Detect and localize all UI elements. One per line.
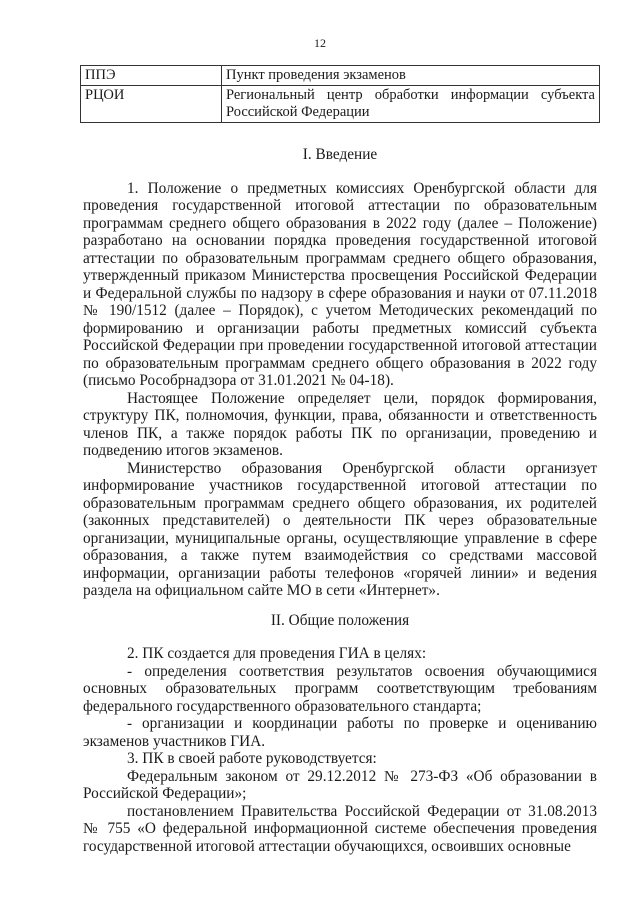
list-item: - определения соответствия результатов освоения обучающимися основных образовательных программ соответствующим требованиям федерального государственного образовательного стандарта; [83, 662, 597, 715]
abbreviation-cell: РЦОИ [81, 86, 222, 123]
abbreviation-cell: ППЭ [81, 66, 222, 86]
paragraph: Настоящее Положение определяет цели, порядок формирования, структуру ПК, полномочия, функции, права, обязанности и ответственность членов ПК, а также порядок работы ПК по организации, проведению и подведению итогов экзаменов. [83, 389, 597, 459]
paragraph: 3. ПК в своей работе руководствуется: [127, 750, 377, 767]
meaning-cell: Региональный центр обработки информации субъекта Российской Федерации [222, 86, 600, 123]
table-row [81, 66, 600, 86]
abbreviations-table [80, 65, 600, 123]
paragraph: Министерство образования Оренбургской области организует информирование участников государственной итоговой аттестации по образовательным программам среднего общего образования, их родителей (законных представителей) о деятельности ПК через образовательные организации, муниципальные органы, осуществляющие управление в сфере образования, а также путем взаимодействия со средствами массовой информации, организации работы телефонов «горячей линии» и ведения раздела на официальном сайте МО в сети «Интернет». [83, 459, 597, 599]
paragraph: Федеральным законом от 29.12.2012 № 273-ФЗ «Об образовании в Российской Федерации»; [83, 767, 597, 802]
section-title-introduction: I. Введение [302, 146, 378, 163]
meaning-cell: Пункт проведения экзаменов [222, 66, 600, 86]
section-title-general: II. Общие положения [270, 611, 410, 629]
paragraph: постановлением Правительства Российской Федерации от 31.08.2013 № 755 «О федеральной информационной системе обеспечения проведения государственной итоговой аттестации обучающихся, освоивших основные [83, 802, 597, 855]
page-number: 12 [314, 36, 326, 50]
list-item: - организации и координации работы по проверке и оцениванию экзаменов участников ГИА. [83, 715, 597, 750]
table-row [81, 86, 600, 123]
paragraph: 1. Положение о предметных комиссиях Оренбургской области для проведения государственной итоговой аттестации по образовательным программам среднего общего образования в 2022 году (далее – Положение) разработано на основании порядка проведения государственной итоговой аттестации по образовательным программам среднего общего образования, утвержденный приказом Министерства просвещения Российской Федерации и Федеральной службы по надзору в сфере образования и науки от 07.11.2018 № 190/1512 (далее – Порядок), с учетом Методических рекомендаций по формированию и организации работы предметных комиссий субъекта Российской Федерации при проведении государственной итоговой аттестации по образовательным программам среднего общего образования в 2022 году (письмо Рособрнадзора от 31.01.2021 № 04-18). [83, 179, 597, 389]
paragraph: 2. ПК создается для проведения ГИА в целях: [127, 645, 427, 662]
document-body [83, 146, 597, 855]
